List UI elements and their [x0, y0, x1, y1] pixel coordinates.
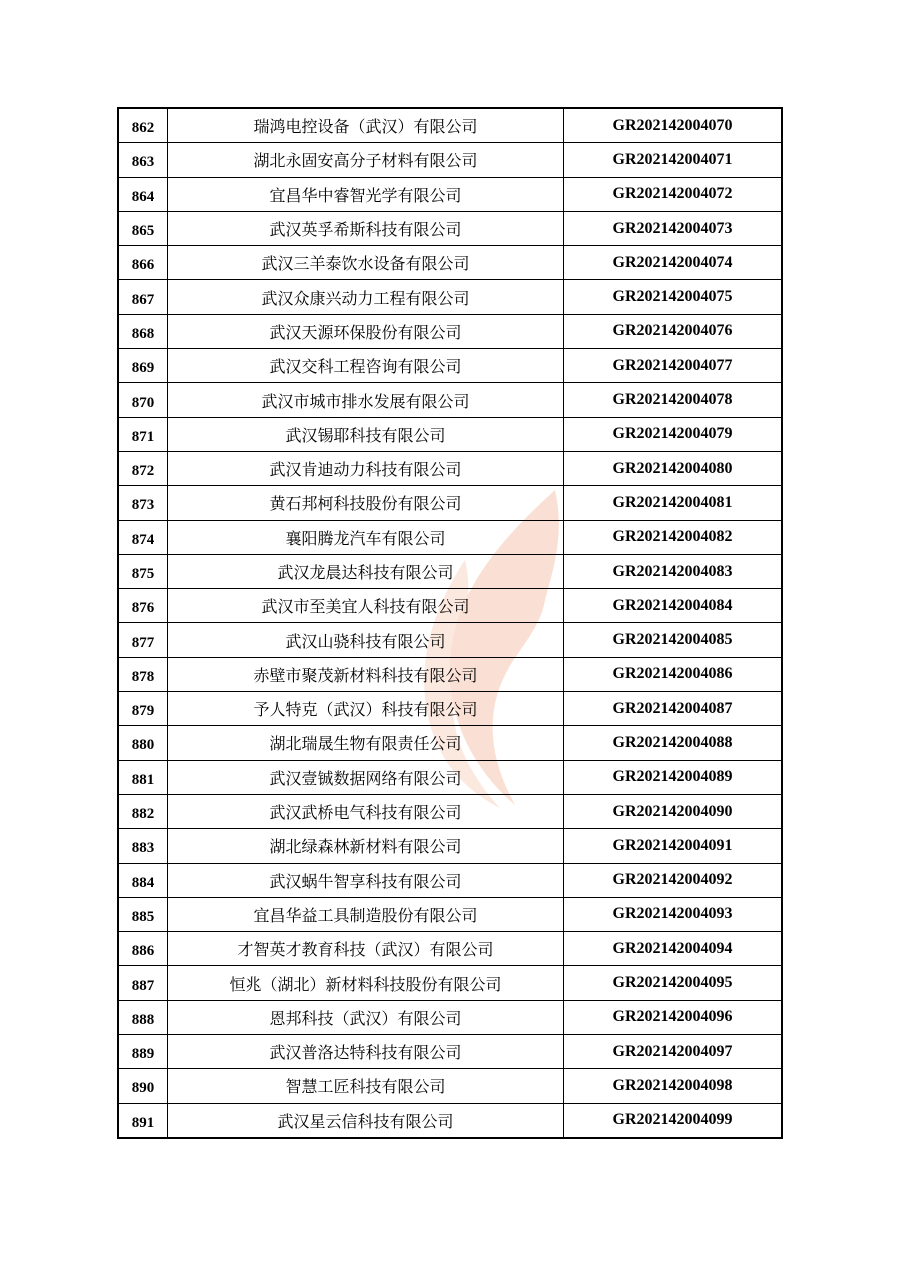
company-name: 瑞鸿电控设备（武汉）有限公司 — [168, 108, 564, 143]
company-name: 武汉英孚希斯科技有限公司 — [168, 211, 564, 245]
row-number: 883 — [118, 829, 168, 863]
certificate-code: GR202142004082 — [564, 520, 783, 554]
company-name: 武汉龙晨达科技有限公司 — [168, 554, 564, 588]
company-name: 武汉蜗牛智享科技有限公司 — [168, 863, 564, 897]
certificate-code: GR202142004090 — [564, 794, 783, 828]
table-row — [118, 383, 782, 417]
row-number: 881 — [118, 760, 168, 794]
certificate-code: GR202142004089 — [564, 760, 783, 794]
certificate-code: GR202142004084 — [564, 589, 783, 623]
company-name: 黄石邦柯科技股份有限公司 — [168, 486, 564, 520]
certificate-code: GR202142004075 — [564, 280, 783, 314]
company-name: 智慧工匠科技有限公司 — [168, 1069, 564, 1103]
table-row — [118, 1000, 782, 1034]
company-name: 赤壁市聚茂新材料科技有限公司 — [168, 657, 564, 691]
certificate-code: GR202142004074 — [564, 246, 783, 280]
row-number: 869 — [118, 349, 168, 383]
row-number: 872 — [118, 451, 168, 485]
company-name: 恩邦科技（武汉）有限公司 — [168, 1000, 564, 1034]
company-list-body — [118, 108, 782, 1138]
certificate-code: GR202142004096 — [564, 1000, 783, 1034]
table-row — [118, 692, 782, 726]
table-row — [118, 966, 782, 1000]
company-name: 湖北绿森林新材料有限公司 — [168, 829, 564, 863]
row-number: 877 — [118, 623, 168, 657]
row-number: 871 — [118, 417, 168, 451]
table-row — [118, 143, 782, 177]
row-number: 870 — [118, 383, 168, 417]
certificate-code: GR202142004091 — [564, 829, 783, 863]
company-list-table — [117, 107, 783, 1139]
table-row — [118, 623, 782, 657]
certificate-code: GR202142004086 — [564, 657, 783, 691]
table-row — [118, 1069, 782, 1103]
row-number: 884 — [118, 863, 168, 897]
table-row — [118, 349, 782, 383]
row-number: 889 — [118, 1035, 168, 1069]
certificate-code: GR202142004093 — [564, 897, 783, 931]
company-name: 恒兆（湖北）新材料科技股份有限公司 — [168, 966, 564, 1000]
table-row — [118, 280, 782, 314]
table-row — [118, 520, 782, 554]
company-name: 武汉星云信科技有限公司 — [168, 1103, 564, 1138]
row-number: 865 — [118, 211, 168, 245]
certificate-code: GR202142004083 — [564, 554, 783, 588]
row-number: 868 — [118, 314, 168, 348]
company-name: 武汉武桥电气科技有限公司 — [168, 794, 564, 828]
row-number: 888 — [118, 1000, 168, 1034]
row-number: 867 — [118, 280, 168, 314]
certificate-code: GR202142004098 — [564, 1069, 783, 1103]
table-row — [118, 897, 782, 931]
certificate-code: GR202142004070 — [564, 108, 783, 143]
table-row — [118, 829, 782, 863]
row-number: 879 — [118, 692, 168, 726]
table-row — [118, 451, 782, 485]
company-name: 武汉三羊泰饮水设备有限公司 — [168, 246, 564, 280]
row-number: 862 — [118, 108, 168, 143]
company-name: 武汉壹铖数据网络有限公司 — [168, 760, 564, 794]
company-name: 湖北永固安高分子材料有限公司 — [168, 143, 564, 177]
table-row — [118, 589, 782, 623]
certificate-code: GR202142004076 — [564, 314, 783, 348]
row-number: 876 — [118, 589, 168, 623]
certificate-code: GR202142004085 — [564, 623, 783, 657]
company-name: 武汉众康兴动力工程有限公司 — [168, 280, 564, 314]
certificate-code: GR202142004099 — [564, 1103, 783, 1138]
company-name: 襄阳腾龙汽车有限公司 — [168, 520, 564, 554]
row-number: 886 — [118, 932, 168, 966]
company-name: 武汉锡耶科技有限公司 — [168, 417, 564, 451]
certificate-code: GR202142004097 — [564, 1035, 783, 1069]
row-number: 873 — [118, 486, 168, 520]
company-name: 武汉普洛达特科技有限公司 — [168, 1035, 564, 1069]
certificate-code: GR202142004080 — [564, 451, 783, 485]
certificate-code: GR202142004087 — [564, 692, 783, 726]
certificate-code: GR202142004088 — [564, 726, 783, 760]
certificate-code: GR202142004078 — [564, 383, 783, 417]
row-number: 866 — [118, 246, 168, 280]
certificate-code: GR202142004081 — [564, 486, 783, 520]
table-row — [118, 932, 782, 966]
company-name: 武汉肯迪动力科技有限公司 — [168, 451, 564, 485]
table-row — [118, 417, 782, 451]
table-row — [118, 108, 782, 143]
table-row — [118, 657, 782, 691]
table-row — [118, 794, 782, 828]
company-name: 武汉市至美宜人科技有限公司 — [168, 589, 564, 623]
row-number: 890 — [118, 1069, 168, 1103]
table-row — [118, 1103, 782, 1138]
row-number: 882 — [118, 794, 168, 828]
table-row — [118, 554, 782, 588]
company-name: 湖北瑞晟生物有限责任公司 — [168, 726, 564, 760]
certificate-code: GR202142004073 — [564, 211, 783, 245]
company-name: 武汉天源环保股份有限公司 — [168, 314, 564, 348]
company-name: 予人特克（武汉）科技有限公司 — [168, 692, 564, 726]
company-name: 武汉市城市排水发展有限公司 — [168, 383, 564, 417]
certificate-code: GR202142004072 — [564, 177, 783, 211]
row-number: 878 — [118, 657, 168, 691]
company-name: 宜昌华益工具制造股份有限公司 — [168, 897, 564, 931]
certificate-code: GR202142004079 — [564, 417, 783, 451]
company-name: 才智英才教育科技（武汉）有限公司 — [168, 932, 564, 966]
table-row — [118, 211, 782, 245]
table-row — [118, 726, 782, 760]
company-name: 宜昌华中睿智光学有限公司 — [168, 177, 564, 211]
row-number: 874 — [118, 520, 168, 554]
certificate-code: GR202142004094 — [564, 932, 783, 966]
certificate-code: GR202142004077 — [564, 349, 783, 383]
table-row — [118, 314, 782, 348]
certificate-code: GR202142004092 — [564, 863, 783, 897]
table-row — [118, 863, 782, 897]
certificate-code: GR202142004095 — [564, 966, 783, 1000]
table-row — [118, 177, 782, 211]
row-number: 891 — [118, 1103, 168, 1138]
certificate-code: GR202142004071 — [564, 143, 783, 177]
table-row — [118, 1035, 782, 1069]
company-name: 武汉交科工程咨询有限公司 — [168, 349, 564, 383]
row-number: 863 — [118, 143, 168, 177]
row-number: 875 — [118, 554, 168, 588]
table-row — [118, 486, 782, 520]
table-row — [118, 760, 782, 794]
company-name: 武汉山骁科技有限公司 — [168, 623, 564, 657]
row-number: 864 — [118, 177, 168, 211]
row-number: 887 — [118, 966, 168, 1000]
table-row — [118, 246, 782, 280]
row-number: 880 — [118, 726, 168, 760]
row-number: 885 — [118, 897, 168, 931]
